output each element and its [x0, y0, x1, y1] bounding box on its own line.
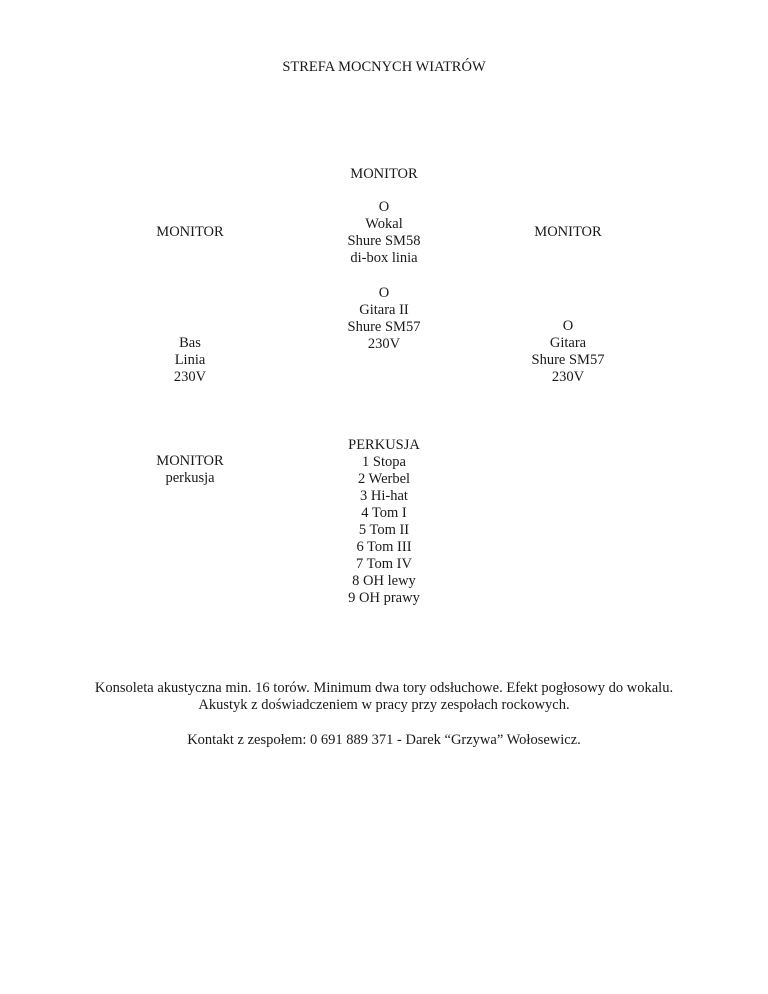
vocal-label: Wokal [365, 216, 403, 232]
vocal-dibox: di-box linia [350, 250, 418, 266]
drums-item: 2 Werbel [357, 471, 411, 487]
monitor-drums-title: MONITOR [156, 453, 224, 469]
guitar-label: Gitara [549, 335, 587, 351]
drums-item: 6 Tom III [356, 539, 412, 555]
monitor-left-label: MONITOR [156, 224, 224, 240]
monitor-top-label: MONITOR [350, 166, 418, 182]
drums-heading: PERKUSJA [348, 437, 420, 453]
drums-item: 7 Tom IV [356, 556, 412, 572]
guitar-power: 230V [551, 369, 585, 385]
monitor-drums-label [110, 453, 270, 487]
guitar2-mic-symbol: O [378, 285, 390, 301]
contact-line: Kontakt z zespołem: 0 691 889 371 - Darek “Grzywa” Wołosewicz. [187, 732, 581, 748]
drums-item: 1 Stopa [362, 454, 406, 470]
guitar-mic-model: Shure SM57 [531, 352, 605, 368]
bass-position [110, 335, 270, 386]
note-line: Akustyk z doświadczeniem w pracy przy zespołach rockowych. [198, 697, 570, 713]
drums-channel-list [284, 437, 484, 607]
drums-item: 8 OH lewy [352, 573, 416, 589]
vocal-mic-symbol: O [378, 199, 390, 215]
guitar2-mic-model: Shure SM57 [347, 319, 421, 335]
guitar2-position [284, 285, 484, 353]
drums-item: 9 OH prawy [348, 590, 420, 606]
page-title: STREFA MOCNYCH WIATRÓW [282, 59, 486, 75]
technical-notes [0, 680, 768, 714]
guitar-position [488, 318, 648, 386]
guitar-mic-symbol: O [562, 318, 574, 334]
vocal-position [284, 199, 484, 267]
monitor-drums-subtitle: perkusja [165, 470, 215, 486]
bass-line: Linia [174, 352, 206, 368]
vocal-mic-model: Shure SM58 [347, 233, 421, 249]
note-line: Konsoleta akustyczna min. 16 torów. Minimum dwa tory odsłuchowe. Efekt pogłosowy do wokalu. [94, 680, 674, 696]
monitor-right-label: MONITOR [534, 224, 602, 240]
drums-item: 4 Tom I [361, 505, 407, 521]
guitar2-label: Gitara II [359, 302, 409, 318]
guitar2-power: 230V [367, 336, 401, 352]
drums-item: 3 Hi-hat [360, 488, 408, 504]
drums-item: 5 Tom II [358, 522, 410, 538]
bass-power: 230V [173, 369, 207, 385]
bass-label: Bas [179, 335, 201, 351]
